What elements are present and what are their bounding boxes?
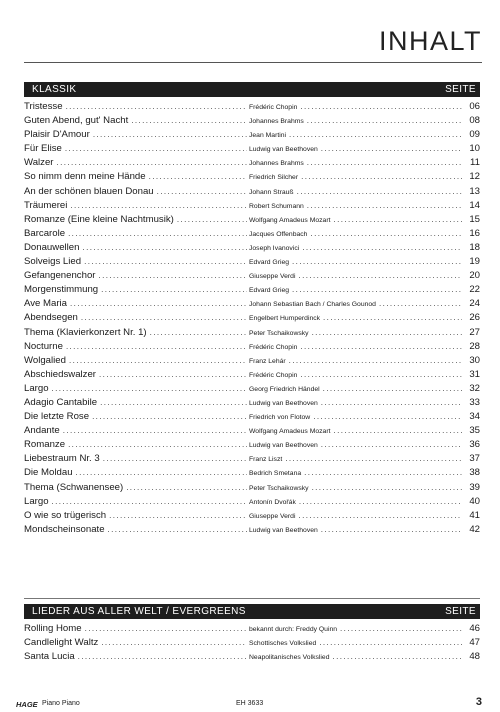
composer-name: Giuseppe Verdi	[249, 273, 296, 281]
composer-column	[249, 622, 464, 636]
dot-leader	[93, 128, 247, 142]
composer-column	[249, 354, 464, 368]
dot-leader	[379, 297, 462, 311]
toc-row	[24, 622, 480, 636]
piece-title: Abendsegen	[24, 312, 78, 324]
title-column	[24, 368, 249, 382]
dot-leader	[177, 213, 247, 227]
composer-name: Friedrich von Flotow	[249, 414, 311, 422]
dot-leader	[312, 326, 462, 340]
composer-name: Edvard Grieg	[249, 287, 290, 295]
dot-leader	[292, 255, 462, 269]
composer-name: Jacques Offenbach	[249, 230, 308, 238]
title-column	[24, 283, 249, 297]
section-header	[24, 82, 480, 97]
page-reference: 32	[469, 382, 480, 394]
composer-name: Johannes Brahms	[249, 118, 304, 126]
composer-column	[249, 452, 464, 466]
title-column	[24, 509, 249, 523]
piece-title: Largo	[24, 382, 49, 394]
piece-title: Für Elise	[24, 143, 62, 155]
dot-leader	[99, 368, 247, 382]
piece-title: Andante	[24, 425, 60, 437]
title-column	[24, 622, 249, 636]
piece-title: Plaisir D'Amour	[24, 129, 90, 141]
title-column	[24, 523, 249, 537]
piece-title: Romanze (Eine kleine Nachtmusik)	[24, 213, 174, 225]
composer-name: Franz Liszt	[249, 456, 283, 464]
page-reference: 19	[469, 256, 480, 268]
title-column	[24, 424, 249, 438]
dot-leader	[85, 622, 247, 636]
composer-name: Friedrich Silcher	[249, 174, 299, 182]
piece-title: Santa Lucia	[24, 651, 75, 663]
page-reference: 40	[469, 495, 480, 507]
composer-column	[249, 255, 464, 269]
title-column	[24, 156, 249, 170]
page-reference: 34	[469, 411, 480, 423]
page-reference: 06	[469, 101, 480, 112]
page-reference: 42	[469, 523, 480, 535]
title-column	[24, 185, 249, 199]
dot-leader	[333, 213, 462, 227]
dot-leader	[68, 227, 247, 241]
piece-title: Wolgalied	[24, 354, 66, 366]
composer-column	[249, 466, 464, 480]
dot-leader	[52, 382, 247, 396]
dot-leader	[321, 523, 462, 537]
title-column	[24, 170, 249, 184]
dot-leader	[289, 128, 462, 142]
dot-leader	[323, 311, 462, 325]
dot-leader	[297, 185, 462, 199]
dot-leader	[101, 283, 247, 297]
page-reference: 11	[470, 157, 480, 169]
dot-leader	[340, 622, 462, 636]
toc-row	[24, 396, 480, 410]
dot-leader	[150, 326, 247, 340]
piece-title: Solveigs Lied	[24, 256, 82, 268]
dot-leader	[323, 382, 462, 396]
toc-row	[24, 410, 480, 424]
dot-leader	[57, 156, 248, 170]
composer-column	[249, 396, 464, 410]
page-reference: 46	[469, 623, 480, 634]
composer-column	[249, 227, 464, 241]
dot-leader	[82, 241, 247, 255]
dot-leader	[63, 424, 247, 438]
composer-column	[249, 114, 464, 128]
toc-row	[24, 438, 480, 452]
toc-row	[24, 495, 480, 509]
page-number: 3	[475, 696, 482, 708]
piece-title: Mondscheinsonate	[24, 523, 105, 535]
composer-name: Ludwig van Beethoven	[249, 146, 318, 154]
title-column	[24, 382, 249, 396]
section-page-label: SEITE	[445, 84, 476, 95]
title-column	[24, 340, 249, 354]
dot-leader	[66, 100, 247, 114]
dot-leader	[70, 199, 247, 213]
dot-leader	[100, 396, 247, 410]
page-reference: 18	[469, 241, 480, 253]
toc-row	[24, 368, 480, 382]
dot-leader	[70, 297, 247, 311]
composer-column	[249, 340, 464, 354]
dot-leader	[307, 156, 462, 170]
composer-name: Johannes Brahms	[249, 160, 304, 168]
title-column	[24, 326, 249, 340]
page-reference: 09	[469, 129, 480, 141]
composer-name: Peter Tschaikowsky	[249, 329, 309, 337]
dot-leader	[109, 509, 247, 523]
piece-title: Thema (Schwanensee)	[24, 481, 124, 493]
dot-leader	[292, 283, 462, 297]
page-reference: 14	[469, 199, 480, 211]
composer-column	[249, 481, 464, 495]
dot-leader	[103, 452, 247, 466]
toc-row	[24, 199, 480, 213]
composer-name: Ludwig van Beethoven	[249, 442, 318, 450]
dot-leader	[321, 438, 462, 452]
composer-column	[249, 311, 464, 325]
toc-row	[24, 128, 480, 142]
composer-name: Frédéric Chopin	[249, 343, 298, 351]
section-heading: KLASSIK	[32, 84, 77, 95]
toc-list	[24, 622, 480, 664]
composer-name: Bedrich Smetana	[249, 470, 302, 478]
title-column	[24, 213, 249, 227]
title-column	[24, 142, 249, 156]
composer-column	[249, 410, 464, 424]
dot-leader	[289, 354, 462, 368]
title-column	[24, 481, 249, 495]
page-reference: 28	[469, 340, 480, 352]
composer-column	[249, 424, 464, 438]
composer-name: Robert Schumann	[249, 202, 304, 210]
page-reference: 38	[469, 467, 480, 479]
dot-leader	[157, 185, 247, 199]
dot-leader	[108, 523, 247, 537]
dot-leader	[299, 495, 462, 509]
composer-column	[249, 650, 464, 664]
title-column	[24, 354, 249, 368]
toc-row	[24, 382, 480, 396]
section-lieder	[24, 598, 480, 664]
dot-leader	[300, 368, 462, 382]
composer-name: Jean Martini	[249, 132, 287, 140]
title-column	[24, 636, 249, 650]
dot-leader	[76, 466, 247, 480]
dot-leader	[298, 509, 462, 523]
page-reference: 15	[469, 213, 480, 225]
piece-title: Ave Maria	[24, 298, 68, 310]
page-reference: 12	[469, 171, 480, 183]
page-reference: 35	[469, 425, 480, 437]
title-divider	[24, 62, 482, 63]
toc-row	[24, 142, 480, 156]
composer-name: Neapolitanisches Volkslied	[249, 654, 330, 662]
section-header	[24, 604, 480, 619]
piece-title: Die Moldau	[24, 467, 73, 479]
composer-column	[249, 509, 464, 523]
title-column	[24, 297, 249, 311]
toc-row	[24, 311, 480, 325]
title-column	[24, 227, 249, 241]
composer-column	[249, 199, 464, 213]
piece-title: So nimm denn meine Hände	[24, 171, 146, 183]
dot-leader	[321, 396, 462, 410]
composer-column	[249, 326, 464, 340]
page-reference: 13	[469, 185, 480, 197]
title-column	[24, 495, 249, 509]
dot-leader	[126, 481, 247, 495]
composer-name: Georg Friedrich Händel	[249, 385, 320, 393]
section-heading: LIEDER AUS ALLER WELT / EVERGREENS	[32, 606, 246, 617]
page-reference: 30	[469, 354, 480, 366]
title-column	[24, 311, 249, 325]
piece-title: Walzer	[24, 157, 54, 169]
title-column	[24, 466, 249, 480]
dot-leader	[333, 424, 462, 438]
publisher-logo: HAGE	[16, 700, 38, 709]
piece-title: Donauwellen	[24, 241, 80, 253]
dot-leader	[300, 340, 462, 354]
toc-row	[24, 466, 480, 480]
page-reference: 16	[469, 227, 480, 239]
section-page-label: SEITE	[445, 606, 476, 617]
composer-name: Johann Sebastian Bach / Charles Gounod	[249, 301, 376, 309]
page-reference: 20	[469, 270, 480, 282]
piece-title: Guten Abend, gut' Nacht	[24, 115, 129, 127]
dot-leader	[298, 269, 462, 283]
composer-name: Wolfgang Amadeus Mozart	[249, 216, 331, 224]
dot-leader	[300, 100, 462, 114]
page-reference: 27	[469, 326, 480, 338]
dot-leader	[84, 255, 247, 269]
piece-title: Die letzte Rose	[24, 411, 90, 423]
title-column	[24, 650, 249, 664]
toc-row	[24, 283, 480, 297]
piece-title: Morgenstimmung	[24, 284, 99, 296]
piece-title: Träumerei	[24, 199, 68, 211]
page-footer	[16, 698, 482, 712]
toc-row	[24, 170, 480, 184]
composer-name: Johann Strauß	[249, 188, 294, 196]
section-divider	[24, 598, 480, 599]
toc-row	[24, 481, 480, 495]
dot-leader	[68, 438, 247, 452]
dot-leader	[301, 170, 462, 184]
piece-title: Thema (Klavierkonzert Nr. 1)	[24, 326, 147, 338]
page-reference: 33	[469, 396, 480, 408]
title-column	[24, 128, 249, 142]
toc-row	[24, 213, 480, 227]
dot-leader	[304, 466, 462, 480]
page-reference: 37	[469, 453, 480, 465]
composer-name: Wolfgang Amadeus Mozart	[249, 428, 331, 436]
piece-title: O wie so trügerisch	[24, 509, 107, 521]
composer-column	[249, 128, 464, 142]
title-column	[24, 199, 249, 213]
toc-row	[24, 156, 480, 170]
title-column	[24, 100, 249, 114]
dot-leader	[302, 241, 462, 255]
piece-title: Liebestraum Nr. 3	[24, 453, 100, 465]
dot-leader	[69, 354, 247, 368]
dot-leader	[131, 114, 247, 128]
toc-row	[24, 241, 480, 255]
toc-row	[24, 100, 480, 114]
page-title: INHALT	[378, 26, 482, 56]
composer-name: Edvard Grieg	[249, 259, 290, 267]
composer-column	[249, 241, 464, 255]
composer-name: Ludwig van Beethoven	[249, 526, 318, 534]
toc-row	[24, 326, 480, 340]
title-column	[24, 255, 249, 269]
dot-leader	[66, 340, 247, 354]
composer-column	[249, 368, 464, 382]
toc-row	[24, 354, 480, 368]
title-column	[24, 396, 249, 410]
piece-title: Romanze	[24, 439, 66, 451]
toc-row	[24, 297, 480, 311]
toc-row	[24, 509, 480, 523]
toc-row	[24, 636, 480, 650]
page-reference: 26	[469, 312, 480, 324]
toc-row	[24, 255, 480, 269]
page-reference: 10	[469, 143, 480, 155]
page-reference: 08	[469, 115, 480, 127]
piece-title: Largo	[24, 495, 49, 507]
composer-name: Engelbert Humperdinck	[249, 315, 321, 323]
piece-title: Abschiedswalzer	[24, 368, 96, 380]
composer-column	[249, 297, 464, 311]
piece-title: Adagio Cantabile	[24, 396, 98, 408]
composer-column	[249, 269, 464, 283]
dot-leader	[319, 636, 462, 650]
composer-column	[249, 283, 464, 297]
edition-code: EH 3633	[236, 700, 264, 707]
piece-title: Nocturne	[24, 340, 63, 352]
toc-row	[24, 340, 480, 354]
dot-leader	[313, 410, 462, 424]
dot-leader	[101, 636, 247, 650]
piece-title: Gefangenenchor	[24, 270, 96, 282]
page-reference: 47	[469, 637, 480, 649]
composer-column	[249, 156, 464, 170]
dot-leader	[52, 495, 247, 509]
title-column	[24, 438, 249, 452]
page-reference: 39	[469, 481, 480, 493]
composer-column	[249, 170, 464, 184]
title-column	[24, 241, 249, 255]
composer-name: Peter Tschaikowsky	[249, 484, 309, 492]
toc-row	[24, 424, 480, 438]
composer-column	[249, 523, 464, 537]
composer-column	[249, 438, 464, 452]
composer-name: Frédéric Chopin	[249, 371, 298, 379]
page-reference: 31	[469, 368, 480, 380]
composer-column	[249, 185, 464, 199]
dot-leader	[98, 269, 247, 283]
dot-leader	[310, 227, 462, 241]
composer-name: Frédéric Chopin	[249, 104, 298, 111]
series-name: Piano Piano	[42, 700, 80, 707]
piece-title: Candlelight Waltz	[24, 637, 99, 649]
page-reference: 36	[469, 439, 480, 451]
toc-list	[24, 100, 480, 537]
composer-name: bekannt durch: Freddy Quinn	[249, 626, 338, 633]
dot-leader	[78, 650, 247, 664]
toc-row	[24, 269, 480, 283]
composer-name: Franz Lehár	[249, 357, 286, 365]
page-reference: 41	[469, 509, 480, 521]
page-reference: 24	[469, 298, 480, 310]
page-reference: 48	[469, 651, 480, 663]
dot-leader	[321, 142, 462, 156]
composer-name: Antonín Dvořák	[249, 498, 296, 506]
composer-column	[249, 100, 464, 114]
toc-row	[24, 452, 480, 466]
composer-name: Joseph Ivanovici	[249, 244, 300, 252]
toc-row	[24, 227, 480, 241]
composer-column	[249, 382, 464, 396]
toc-row	[24, 185, 480, 199]
composer-name: Giuseppe Verdi	[249, 512, 296, 520]
dot-leader	[149, 170, 247, 184]
toc-row	[24, 523, 480, 537]
piece-title: Tristesse	[24, 101, 63, 112]
piece-title: Barcarole	[24, 227, 66, 239]
composer-column	[249, 213, 464, 227]
composer-column	[249, 142, 464, 156]
title-column	[24, 452, 249, 466]
dot-leader	[81, 311, 247, 325]
dot-leader	[65, 142, 247, 156]
dot-leader	[307, 114, 462, 128]
page-reference: 22	[469, 284, 480, 296]
dot-leader	[307, 199, 462, 213]
composer-column	[249, 636, 464, 650]
title-column	[24, 269, 249, 283]
composer-name: Ludwig van Beethoven	[249, 399, 318, 407]
piece-title: Rolling Home	[24, 623, 82, 634]
piece-title: An der schönen blauen Donau	[24, 185, 154, 197]
dot-leader	[92, 410, 247, 424]
section-klassik	[24, 82, 480, 537]
title-column	[24, 410, 249, 424]
title-column	[24, 114, 249, 128]
dot-leader	[312, 481, 462, 495]
dot-leader	[285, 452, 462, 466]
toc-row	[24, 114, 480, 128]
composer-name: Schottisches Volkslied	[249, 640, 317, 648]
composer-column	[249, 495, 464, 509]
toc-row	[24, 650, 480, 664]
dot-leader	[332, 650, 462, 664]
